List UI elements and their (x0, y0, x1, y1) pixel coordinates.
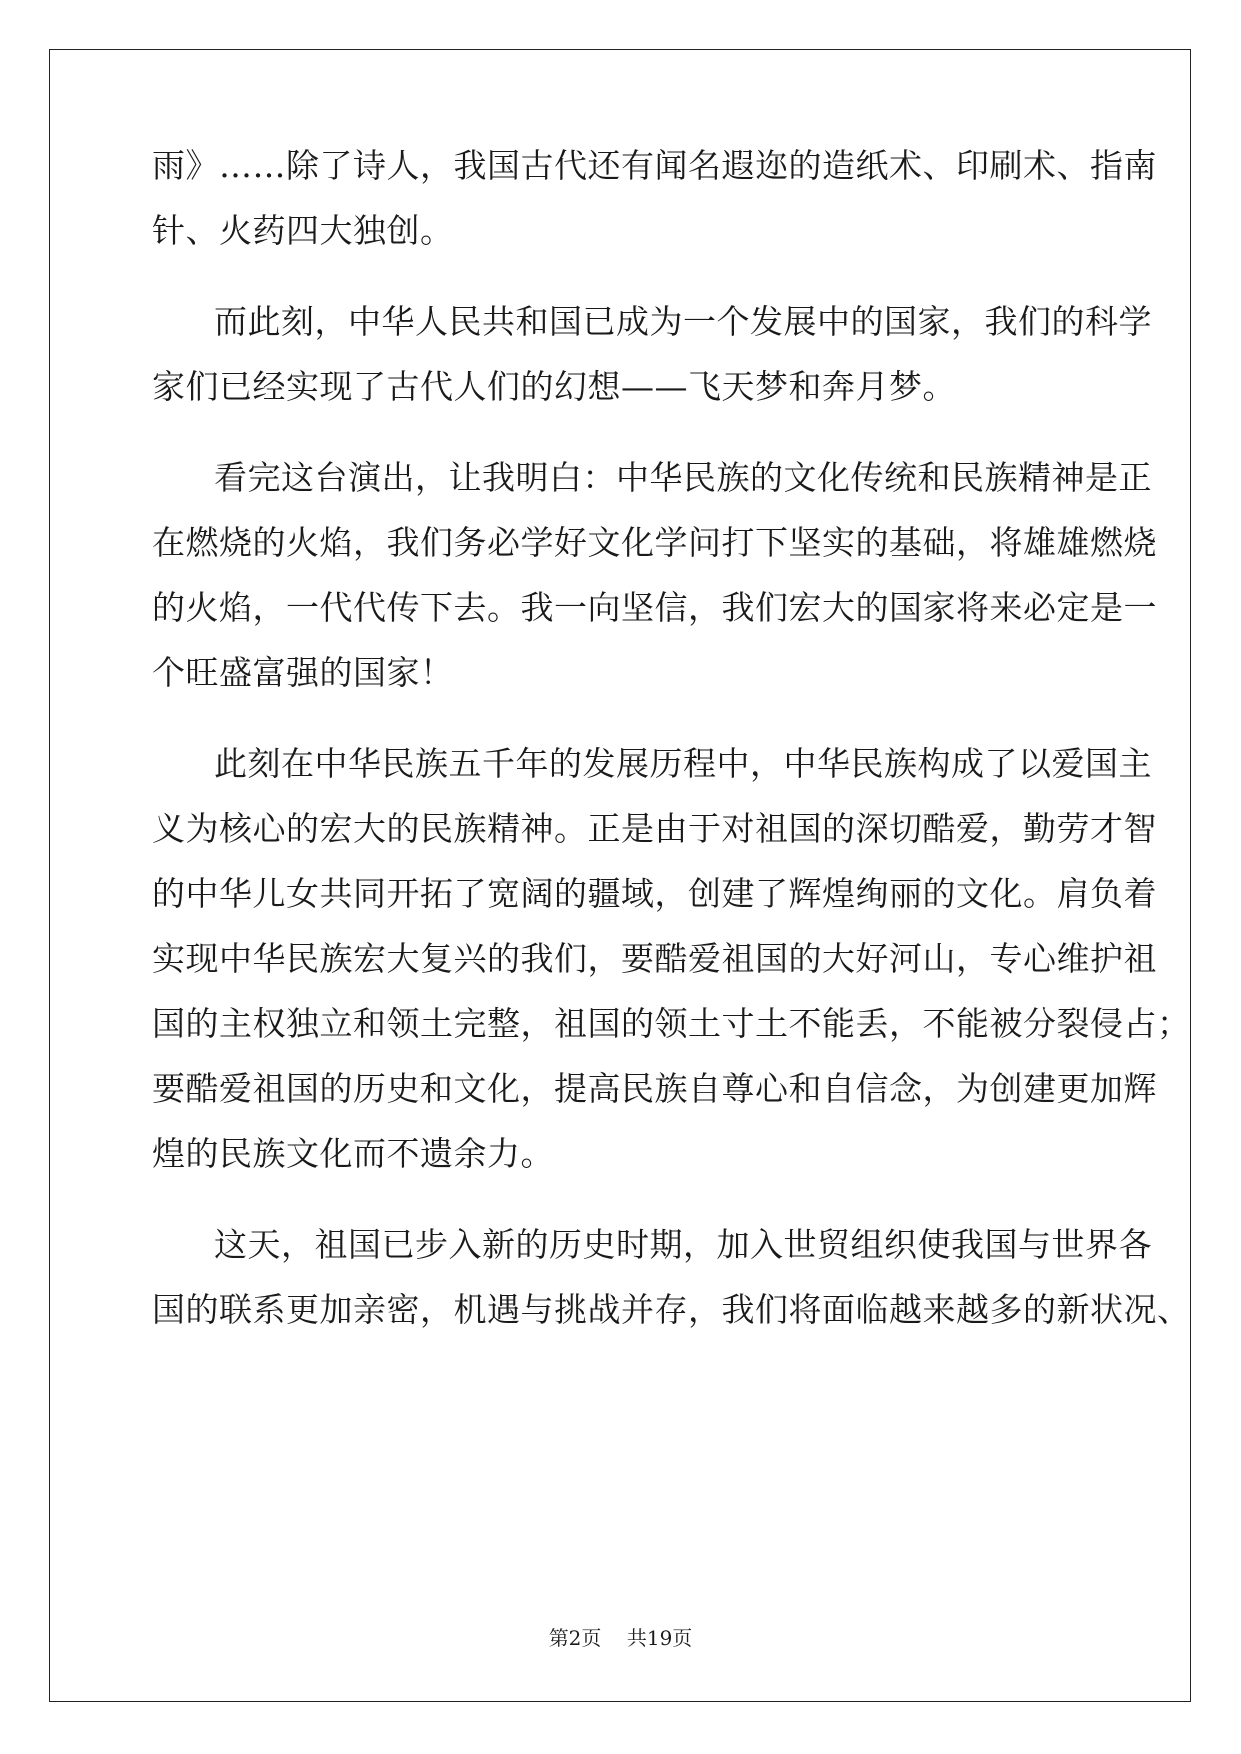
text-line: 国的主权独立和领土完整，祖国的领土寸土不能丢，不能被分裂侵占； (152, 1004, 1191, 1043)
text-line: 义为核心的宏大的民族精神。正是由于对祖国的深切酷爱，勤劳才智 (152, 809, 1157, 848)
text-line: 在燃烧的火焰，我们务必学好文化学问打下坚实的基础，将雄雄燃烧 (152, 523, 1157, 562)
text-line: 的中华儿女共同开拓了宽阔的疆域，创建了辉煌绚丽的文化。肩负着 (152, 874, 1157, 913)
text-line: 雨》……除了诗人，我国古代还有闻名遐迩的造纸术、印刷术、指南 (152, 146, 1157, 185)
text-line: 个旺盛富强的国家！ (152, 653, 454, 692)
text-line: 实现中华民族宏大复兴的我们，要酷爱祖国的大好河山，专心维护祖 (152, 939, 1157, 978)
paragraph-first-line: 而此刻，中华人民共和国已成为一个发展中的国家，我们的科学 (214, 302, 1152, 341)
text-line: 要酷爱祖国的历史和文化，提高民族自尊心和自信念，为创建更加辉 (152, 1069, 1157, 1108)
page-number: 第2页 共19页 (548, 1626, 693, 1650)
paragraph-first-line: 这天，祖国已步入新的历史时期，加入世贸组织使我国与世界各 (214, 1225, 1152, 1264)
text-line: 煌的民族文化而不遗余力。 (152, 1134, 554, 1173)
text-line: 国的联系更加亲密，机遇与挑战并存，我们将面临越来越多的新状况、 (152, 1290, 1191, 1329)
paragraph-first-line: 此刻在中华民族五千年的发展历程中，中华民族构成了以爱国主 (214, 744, 1152, 783)
paragraph-first-line: 看完这台演出，让我明白：中华民族的文化传统和民族精神是正 (214, 458, 1152, 497)
text-line: 的火焰，一代代传下去。我一向坚信，我们宏大的国家将来必定是一 (152, 588, 1157, 627)
text-line: 针、火药四大独创。 (152, 211, 454, 250)
text-line: 家们已经实现了古代人们的幻想——飞天梦和奔月梦。 (152, 367, 956, 406)
